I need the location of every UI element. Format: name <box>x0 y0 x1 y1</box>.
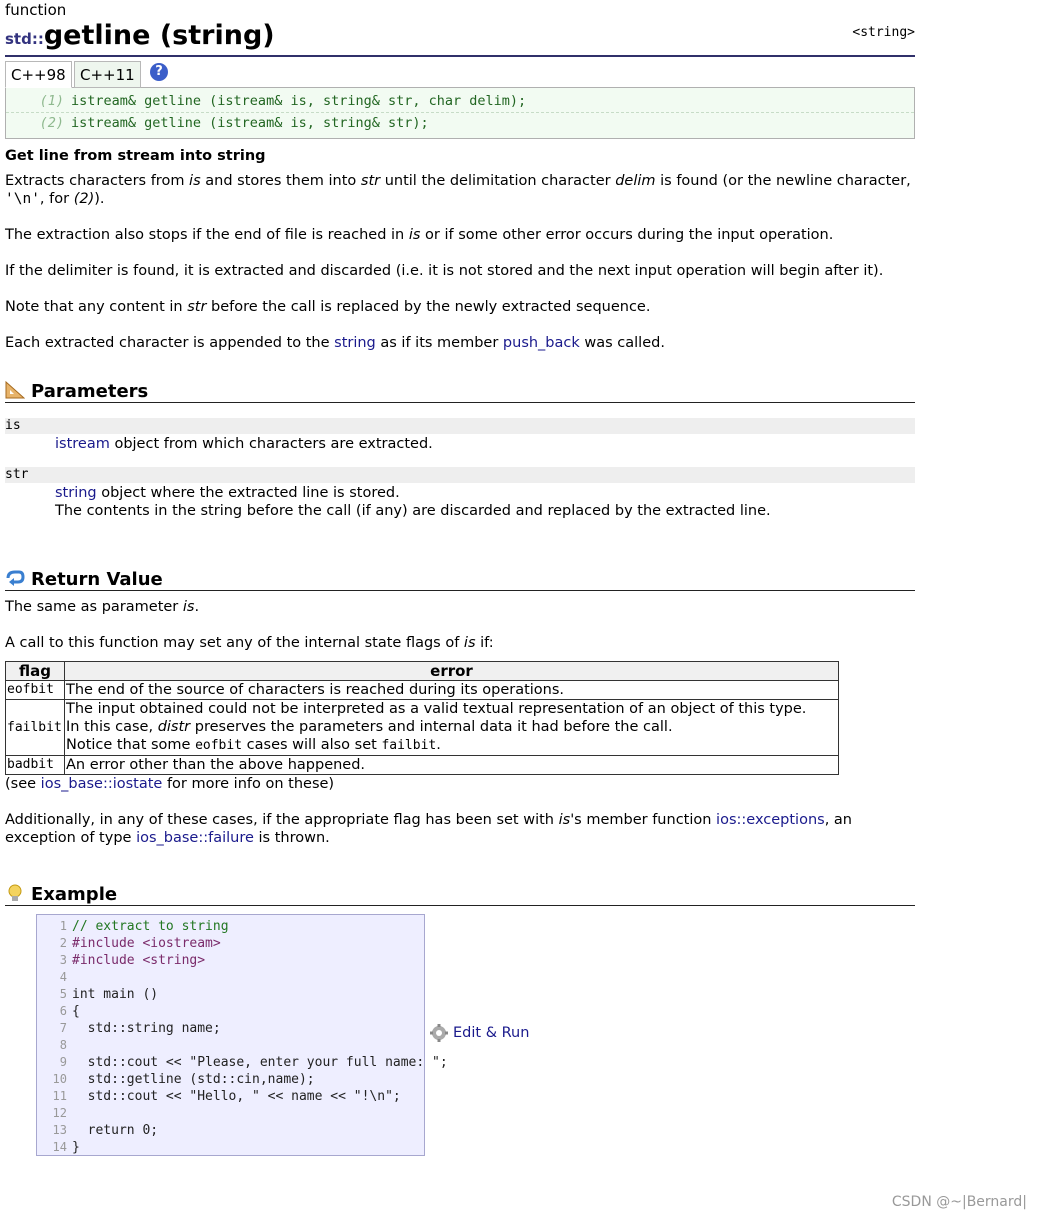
prototype-signature: istream& getline (istream& is, string& str, char delim); <box>71 93 527 109</box>
error-cell: An error other than the above happened. <box>65 756 839 775</box>
error-cell: The input obtained could not be interpreted as a valid textual representation of an object of this type. In this case, distr preserves the parameters and internal data it had before the call. Notice that some eofbit cases will also set failbit. <box>65 700 839 756</box>
code-line: return 0; <box>72 1123 159 1138</box>
push-back-link[interactable]: push_back <box>502 335 580 351</box>
function-name: getline (string) <box>43 20 275 51</box>
code-line: std::string name; <box>72 1021 221 1036</box>
title-bar <box>5 19 915 57</box>
page-title <box>5 19 275 56</box>
gear-icon <box>430 1024 448 1042</box>
exceptions-link[interactable]: ios::exceptions <box>716 812 825 828</box>
column-header: flag <box>6 662 65 681</box>
code-line: int main () <box>72 987 159 1002</box>
parameter-name: str <box>5 467 915 483</box>
line-number: 11 <box>52 1089 67 1103</box>
state-flags-table <box>5 661 839 775</box>
parameter-description: istream object from which characters are extracted. <box>55 436 433 452</box>
line-number: 14 <box>52 1140 67 1154</box>
table-row <box>6 700 839 756</box>
return-paragraph: The same as parameter is. <box>5 599 200 615</box>
example-area <box>5 914 915 1169</box>
code-line: } <box>72 1140 80 1155</box>
prototype-row <box>6 112 914 134</box>
flag-cell: failbit <box>6 700 65 756</box>
section-title: Return Value <box>31 569 163 590</box>
prototype-number: (1) <box>39 93 64 109</box>
string-link[interactable]: string <box>334 335 376 351</box>
column-header: error <box>65 662 839 681</box>
line-number: 12 <box>52 1106 67 1120</box>
error-cell: The end of the source of characters is reached during its operations. <box>65 681 839 700</box>
set-square-icon <box>5 381 25 399</box>
table-row <box>6 681 839 700</box>
flag-cell: badbit <box>6 756 65 775</box>
lightbulb-icon <box>5 884 25 902</box>
line-number: 7 <box>59 1021 67 1035</box>
line-numbers <box>37 918 67 1156</box>
line-number: 5 <box>59 987 67 1001</box>
code-line <box>72 1037 448 1054</box>
entity-kind: function <box>5 1 67 19</box>
code-editor[interactable] <box>36 914 448 1156</box>
string-link[interactable]: string <box>55 485 97 501</box>
code-line: std::cout << "Hello, " << name << "!\n"; <box>72 1089 401 1104</box>
istream-link[interactable]: istream <box>55 436 110 452</box>
reference-page <box>5 0 915 1169</box>
description-paragraph: Each extracted character is appended to the string as if its member push_back was called. <box>5 335 665 351</box>
namespace-label: std:: <box>5 30 44 48</box>
help-icon[interactable]: ? <box>150 63 168 81</box>
code-line: std::getline (std::cin,name); <box>72 1072 315 1087</box>
exceptions-paragraph: Additionally, in any of these cases, if the appropriate flag has been set with is's member function ios::exceptions, an exception of type ios_base::failure is thrown. <box>5 812 852 846</box>
prototype-signature: istream& getline (istream& is, string& str); <box>71 115 429 131</box>
parameter-name: is <box>5 418 915 434</box>
line-number: 8 <box>59 1038 67 1052</box>
section-title: Example <box>31 884 118 905</box>
line-number: 3 <box>59 953 67 967</box>
edit-run-label: Edit & Run <box>453 1025 530 1041</box>
return-value-section-header <box>5 562 915 591</box>
line-number: 9 <box>59 1055 67 1069</box>
description-paragraph: Extracts characters from is and stores them into str until the delimitation character delim is found (or the newline character, '\n', for (2)). <box>5 173 911 207</box>
code-line: std::cout << "Please, enter your full name: "; <box>72 1055 448 1070</box>
parameter-item <box>5 467 915 520</box>
description-paragraph: The extraction also stops if the end of file is reached in is or if some other error occurs during the input operation. <box>5 227 834 243</box>
prototype-box <box>5 87 915 139</box>
header-file-link[interactable]: <string> <box>852 25 915 40</box>
table-row <box>6 756 839 775</box>
description-paragraph: Note that any content in str before the call is replaced by the newly extracted sequence. <box>5 299 651 315</box>
watermark: CSDN @~|Bernard| <box>891 1194 1027 1210</box>
line-number: 6 <box>59 1004 67 1018</box>
line-number: 13 <box>52 1123 67 1137</box>
return-arrow-icon <box>5 569 25 587</box>
code-line: #include <iostream> <box>72 936 221 951</box>
code-source <box>72 918 448 1156</box>
tab-cpp11[interactable]: C++11 <box>74 61 141 88</box>
tab-cpp98[interactable]: C++98 <box>5 61 72 88</box>
failure-link[interactable]: ios_base::failure <box>136 830 254 846</box>
line-number: 4 <box>59 970 67 984</box>
code-line <box>72 969 448 986</box>
description-paragraph: If the delimiter is found, it is extracted and discarded (i.e. it is not stored and the next input operation will begin after it). <box>5 263 884 279</box>
line-number: 10 <box>52 1072 67 1086</box>
code-line: #include <string> <box>72 953 206 968</box>
summary-heading: Get line from stream into string <box>5 148 266 164</box>
line-number: 2 <box>59 936 67 950</box>
see-also-note: (see ios_base::iostate for more info on these) <box>5 776 335 792</box>
iostate-link[interactable]: ios_base::iostate <box>40 776 163 792</box>
code-line <box>72 1105 448 1122</box>
example-section-header <box>5 877 915 906</box>
prototype-row <box>6 91 914 112</box>
code-line: { <box>72 1004 80 1019</box>
parameter-description: string object where the extracted line is stored. The contents in the string before the call (if any) are discarded and replaced by the extracted line. <box>55 485 771 519</box>
parameter-item <box>5 418 915 453</box>
return-paragraph: A call to this function may set any of the internal state flags of is if: <box>5 635 494 651</box>
prototype-number: (2) <box>39 115 64 131</box>
flag-cell: eofbit <box>6 681 65 700</box>
parameters-section-header <box>5 374 915 403</box>
code-line: // extract to string <box>72 919 229 934</box>
table-header-row <box>6 662 839 681</box>
edit-run-button[interactable] <box>430 1024 529 1042</box>
section-title: Parameters <box>31 381 149 402</box>
line-number: 1 <box>59 919 67 933</box>
version-tabs <box>5 59 915 89</box>
